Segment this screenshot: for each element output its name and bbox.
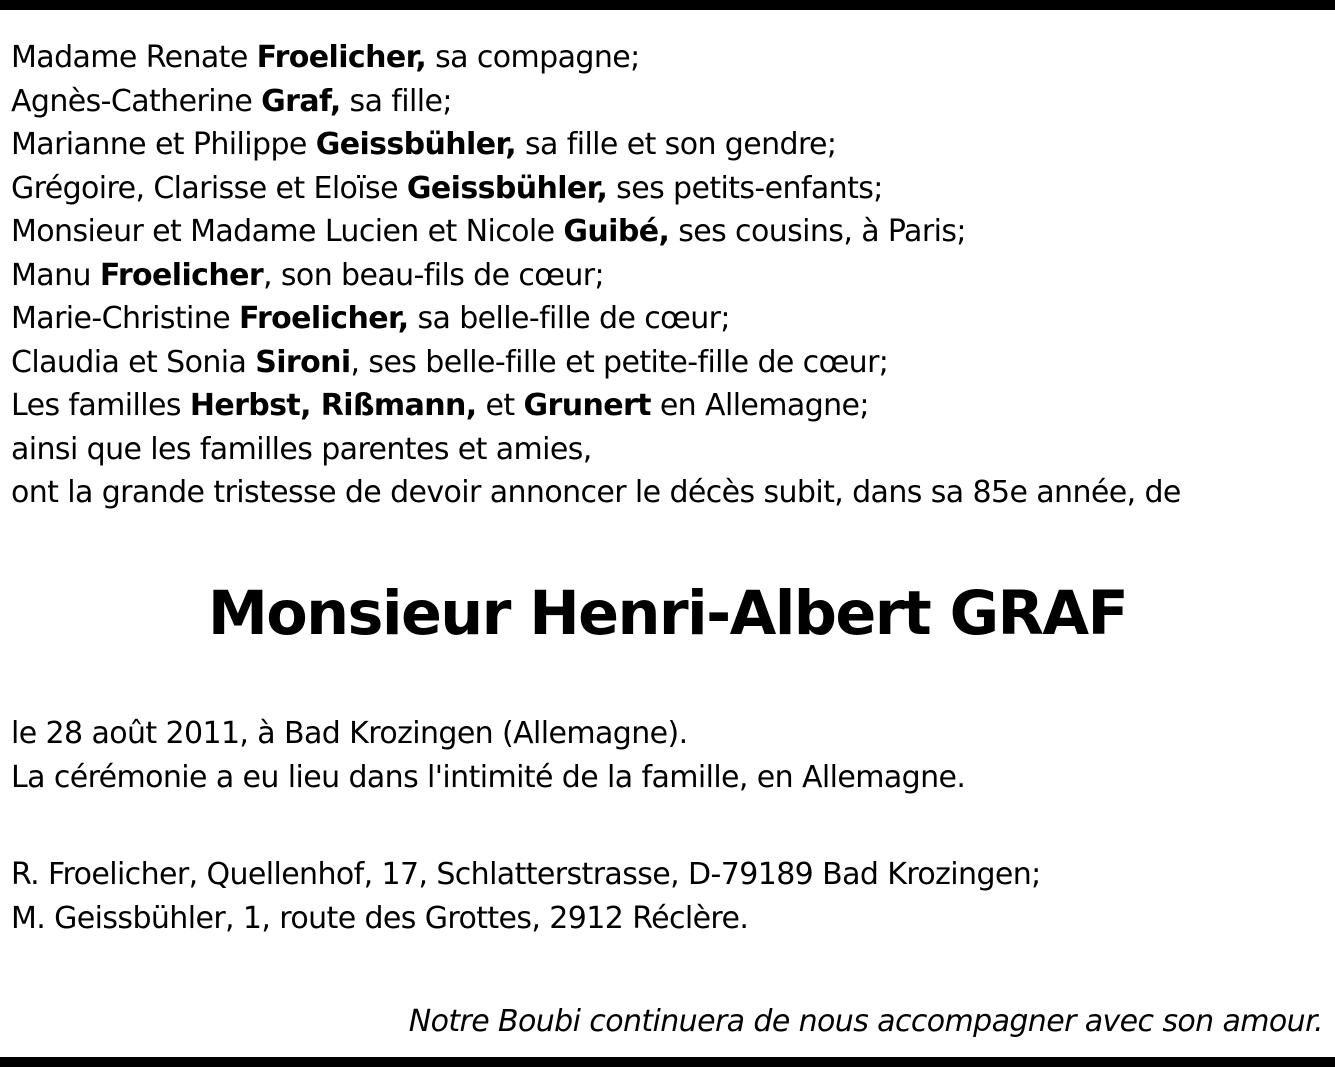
family-surname: Froelicher <box>99 257 264 293</box>
family-text: , ses belle-fille et petite-fille de cœur; <box>350 344 889 380</box>
family-surname: Geissbühler, <box>406 170 608 206</box>
family-surname: Froelicher, <box>238 301 409 336</box>
family-text: Agnès-Catherine <box>11 83 262 119</box>
family-surname: Graf, <box>261 83 341 119</box>
family-surname: Geissbühler, <box>315 127 517 162</box>
family-text: sa fille et son gendre; <box>516 127 837 162</box>
family-text: en Allemagne; <box>650 388 869 423</box>
family-text: Les familles <box>11 388 190 423</box>
family-list <box>11 36 1321 515</box>
family-text: ses petits-enfants; <box>607 170 883 206</box>
top-border-rule <box>0 0 1335 10</box>
family-surname: Sironi <box>255 344 351 380</box>
family-line <box>11 80 1321 124</box>
family-line <box>11 254 1321 298</box>
address-froelicher: R. Froelicher, Quellenhof, 17, Schlatterstrasse, D-79189 Bad Krozingen; <box>11 857 1041 892</box>
family-text: et <box>476 388 524 423</box>
family-text: Monsieur et Madame Lucien et Nicole <box>11 214 564 249</box>
closing-phrase: Notre Boubi continuera de nous accompagner avec son amour. <box>408 1004 1323 1039</box>
family-line <box>11 384 1321 428</box>
family-text: Madame Renate <box>11 40 257 75</box>
address-geissbuhler: M. Geissbühler, 1, route des Grottes, 2912 Réclère. <box>11 900 749 936</box>
family-line <box>11 123 1321 167</box>
family-text: sa fille; <box>340 83 452 119</box>
family-text: sa belle-fille de cœur; <box>408 301 730 336</box>
family-text: ainsi que les familles parentes et amies, <box>11 431 592 467</box>
contact-addresses <box>11 853 1041 940</box>
death-date-place: le 28 août 2011, à Bad Krozingen (Allemagne). <box>11 716 688 751</box>
family-line <box>11 428 1321 472</box>
family-text: ses cousins, à Paris; <box>669 214 966 249</box>
family-line <box>11 167 1321 211</box>
family-line <box>11 341 1321 385</box>
deceased-name: Monsieur Henri-Albert GRAF <box>207 579 1128 649</box>
family-surname: Guibé, <box>563 214 670 249</box>
family-surname: Froelicher, <box>256 40 427 75</box>
family-text: Grégoire, Clarisse et Eloïse <box>11 170 407 206</box>
family-surname: Herbst, Rißmann, <box>189 388 477 423</box>
family-text: Marianne et Philippe <box>11 127 316 162</box>
family-line <box>11 210 1321 254</box>
ceremony-note: La cérémonie a eu lieu dans l'intimité de la famille, en Allemagne. <box>11 759 966 795</box>
family-text: sa compagne; <box>426 40 640 75</box>
family-surname: Grunert <box>523 388 651 423</box>
family-text: , son beau-fils de cœur; <box>263 257 605 293</box>
family-line <box>11 297 1321 341</box>
death-details <box>11 712 965 799</box>
family-text: Marie-Christine <box>11 301 239 336</box>
family-line <box>11 471 1321 515</box>
family-line <box>11 36 1321 80</box>
family-text: Claudia et Sonia <box>11 344 256 380</box>
family-text: ont la grande tristesse de devoir annoncer le décès subit, dans sa 85e année, de <box>11 475 1181 510</box>
bottom-border-rule <box>0 1057 1335 1067</box>
family-text: Manu <box>11 257 100 293</box>
